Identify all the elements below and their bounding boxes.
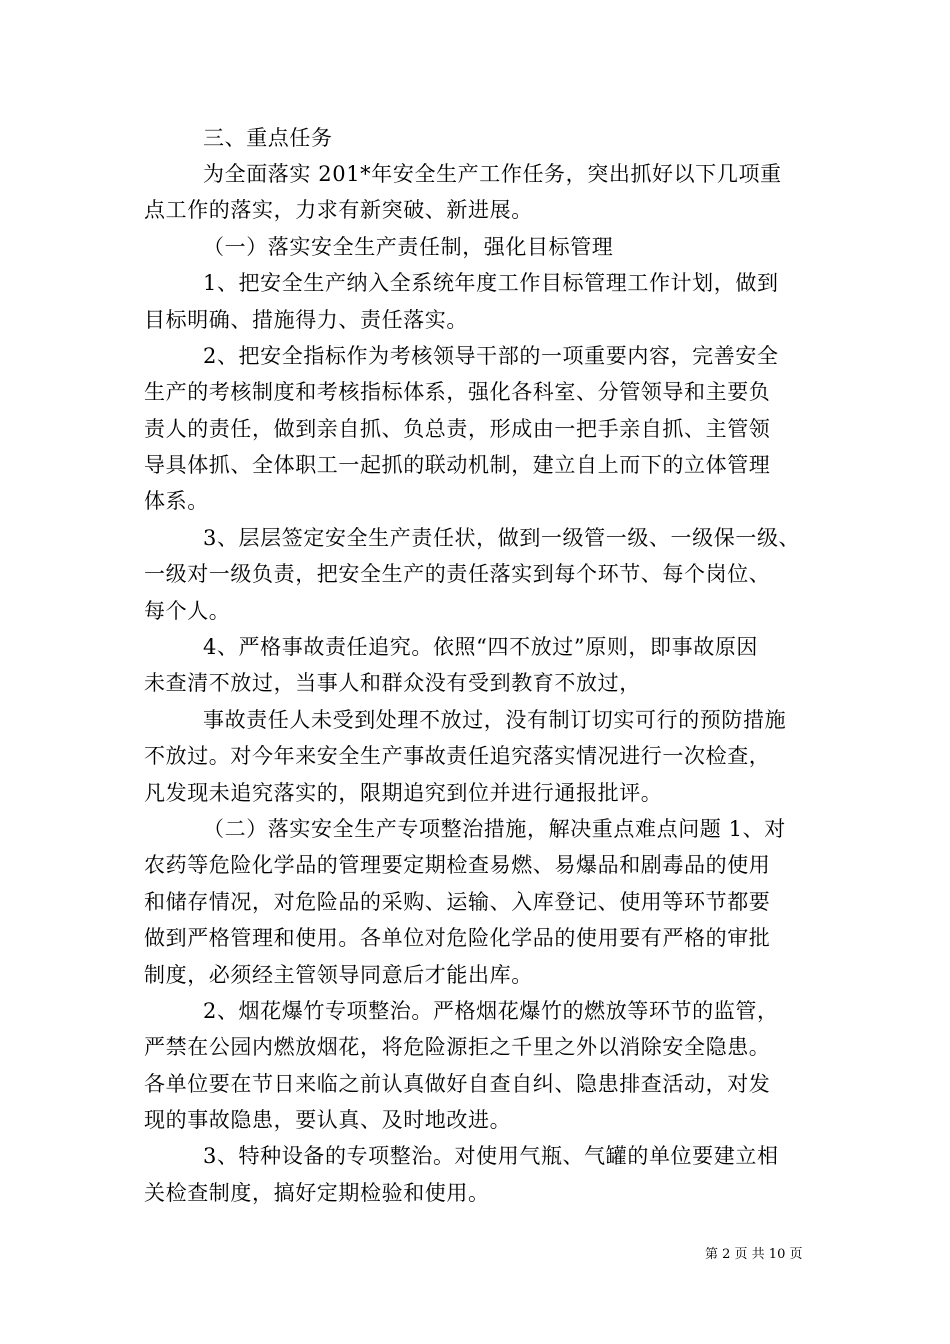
paragraph-line: 严禁在公园内燃放烟花，将危险源拒之千里之外以消除安全隐患。 xyxy=(144,1035,771,1059)
paragraph-line: 凡发现未追究落实的，限期追究到位并进行通报批评。 xyxy=(144,781,663,805)
paragraph-line: 为全面落实 201*年安全生产工作任务，突出抓好以下几项重 xyxy=(203,162,782,186)
paragraph-line: 2、烟花爆竹专项整治。严格烟花爆竹的燃放等环节的监管， xyxy=(203,999,779,1023)
paragraph-line: 和储存情况，对危险品的采购、运输、入库登记、使用等环节都要 xyxy=(144,890,771,914)
paragraph-line: 体系。 xyxy=(144,489,209,513)
paragraph-line: 生产的考核制度和考核指标体系，强化各科室、分管领导和主要负 xyxy=(144,380,771,404)
paragraph-line: 2、把安全指标作为考核领导干部的一项重要内容，完善安全 xyxy=(203,344,779,368)
paragraph-line: 每个人。 xyxy=(144,599,231,623)
paragraph-line: 未查清不放过，当事人和群众没有受到教育不放过， xyxy=(144,671,641,695)
paragraph-line: 一级对一级负责，把安全生产的责任落实到每个环节、每个岗位、 xyxy=(144,562,771,586)
paragraph-line: 点工作的落实，力求有新突破、新进展。 xyxy=(144,198,533,222)
paragraph-line: 制度，必须经主管领导同意后才能出库。 xyxy=(144,963,533,987)
paragraph-line: 不放过。对今年来安全生产事故责任追究落实情况进行一次检查， xyxy=(144,744,771,768)
paragraph-line: 目标明确、措施得力、责任落实。 xyxy=(144,308,468,332)
paragraph-line: 3、特种设备的专项整治。对使用气瓶、气罐的单位要建立相 xyxy=(203,1144,779,1168)
paragraph-line: 4、严格事故责任追究。依照“四不放过”原则，即事故原因 xyxy=(203,635,759,659)
paragraph-line: 现的事故隐患，要认真、及时地改进。 xyxy=(144,1108,512,1132)
paragraph-line: 3、层层签定安全生产责任状，做到一级管一级、一级保一级、 xyxy=(203,526,801,550)
subsection-heading: （二）落实安全生产专项整治措施，解决重点难点问题 1、对 xyxy=(203,817,786,841)
subsection-heading: （一）落实安全生产责任制，强化目标管理 xyxy=(203,235,614,259)
paragraph-line: 事故责任人未受到处理不放过，没有制订切实可行的预防措施 xyxy=(203,708,787,732)
section-heading: 三、重点任务 xyxy=(203,126,333,150)
paragraph-line: 责人的责任，做到亲自抓、负总责，形成由一把手亲自抓、主管领 xyxy=(144,417,771,441)
paragraph-line: 各单位要在节日来临之前认真做好自查自纠、隐患排查活动，对发 xyxy=(144,1072,771,1096)
paragraph-line: 关检查制度，搞好定期检验和使用。 xyxy=(144,1181,490,1205)
paragraph-line: 导具体抓、全体职工一起抓的联动机制，建立自上而下的立体管理 xyxy=(144,453,771,477)
paragraph-line: 农药等危险化学品的管理要定期检查易燃、易爆品和剧毒品的使用 xyxy=(144,853,771,877)
paragraph-line: 做到严格管理和使用。各单位对危险化学品的使用要有严格的审批 xyxy=(144,926,771,950)
page-number-footer: 第 2 页 共 10 页 xyxy=(705,1247,803,1262)
paragraph-line: 1、把安全生产纳入全系统年度工作目标管理工作计划，做到 xyxy=(203,271,779,295)
